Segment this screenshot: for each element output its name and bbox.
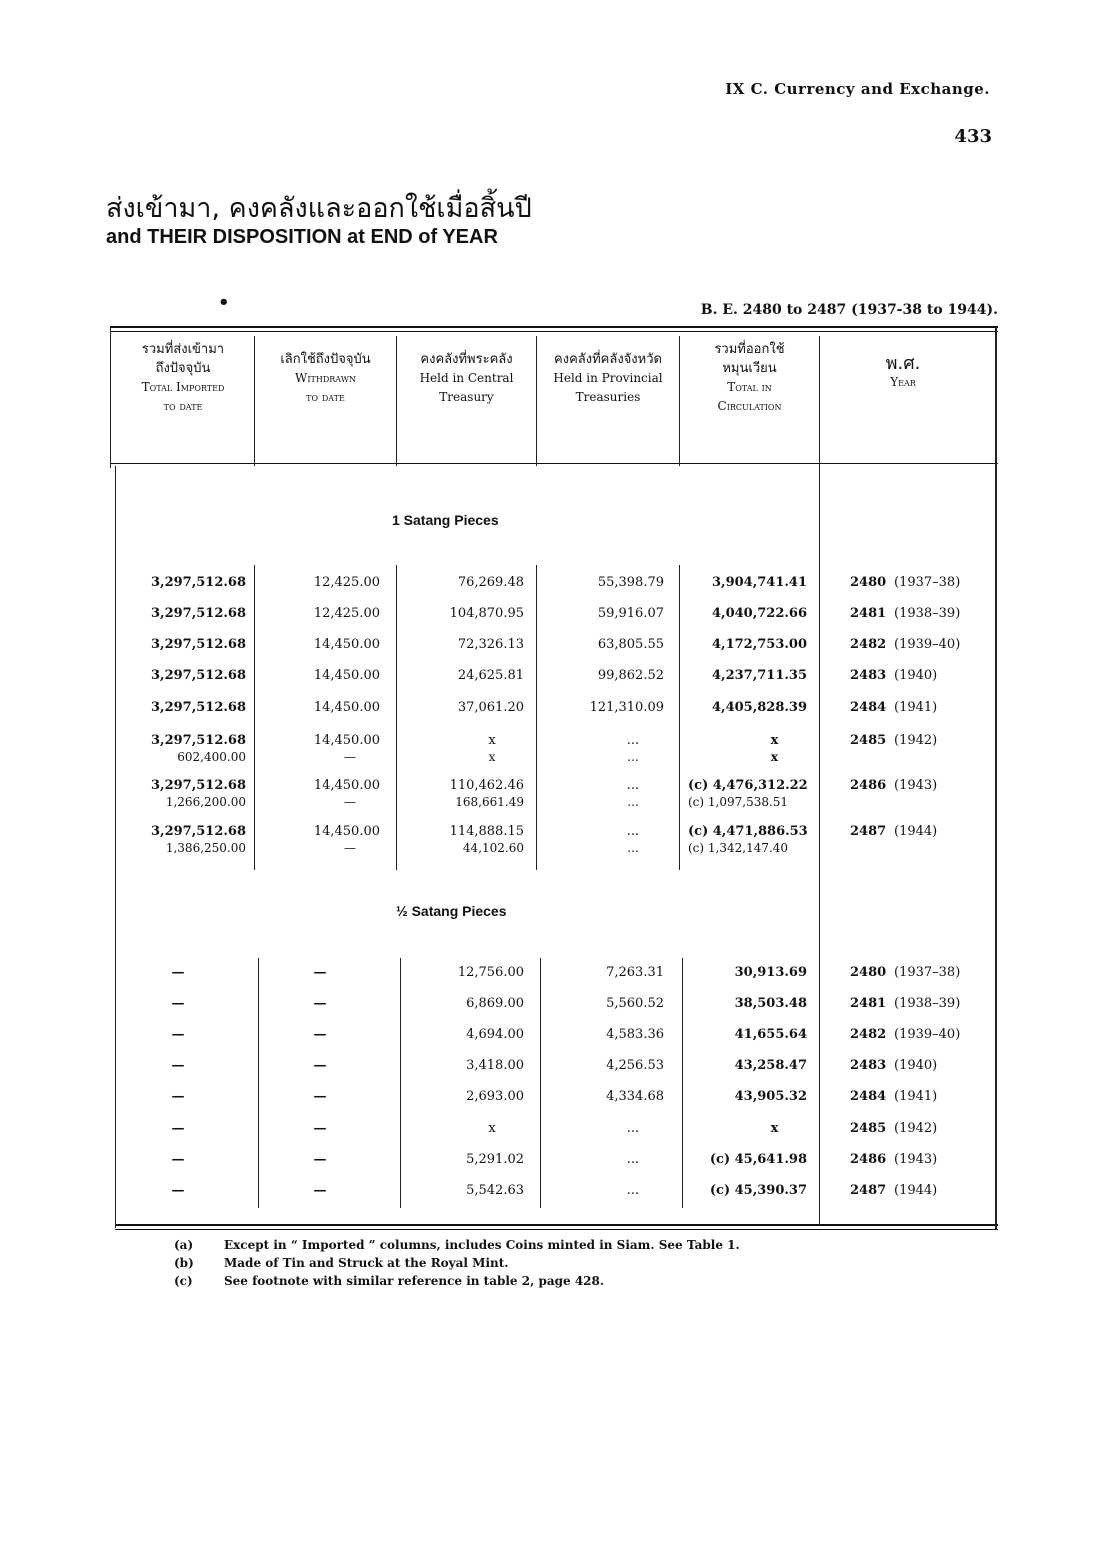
footnote-b: [174, 1256, 740, 1274]
cell-year: [850, 1183, 990, 1199]
cell-central: 3,418.00: [466, 1058, 524, 1073]
cell-central: 6,869.00: [466, 996, 524, 1011]
cell-be: 2482: [850, 1027, 887, 1042]
cell-imported: —: [171, 965, 185, 980]
cell-withdrawn: 14,450.00: [313, 668, 380, 683]
cell-provincial: 7,263.31: [606, 965, 664, 980]
cell-year: [850, 824, 990, 840]
cell-provincial-sub: ...: [627, 750, 639, 764]
header-thai: พ.ศ.: [885, 353, 921, 374]
cell-central: 5,542.63: [466, 1183, 524, 1198]
cell-ce: (1939–40): [894, 637, 961, 652]
cell-provincial-sub: ...: [627, 795, 639, 809]
cell-central: 4,694.00: [466, 1027, 524, 1042]
cell-provincial: ...: [626, 1183, 640, 1198]
table-row: [110, 1152, 998, 1182]
cell-circulation: 4,172,753.00: [712, 637, 807, 652]
cell-year: [850, 606, 990, 622]
header-english-2: Circulation: [717, 399, 782, 413]
col-divider: [110, 328, 111, 468]
table-row: [110, 1089, 998, 1119]
cell-circulation: [682, 733, 807, 765]
cell-central: 76,269.48: [457, 575, 524, 590]
cell-imported: 3,297,512.68: [151, 606, 246, 621]
cell-imported: —: [171, 1089, 185, 1104]
cell-ce: (1937–38): [894, 575, 961, 590]
cell-year: [850, 1027, 990, 1043]
cell-circulation-main: (c) 4,471,886.53: [688, 824, 808, 839]
cell-year: [850, 700, 990, 716]
cell-provincial-main: ...: [626, 733, 640, 748]
table-row: [110, 637, 998, 667]
cell-central: 12,756.00: [457, 965, 524, 980]
cell-year: [850, 1152, 990, 1168]
header-english-2: to date: [163, 399, 203, 413]
header-central: [397, 340, 536, 460]
cell-central-main: 110,462.46: [449, 778, 524, 793]
cell-circulation: (c) 45,390.37: [709, 1183, 807, 1198]
cell-year: [850, 668, 990, 684]
header-thai: คงคลังที่คลังจังหวัด: [554, 352, 662, 367]
table-row: [110, 668, 998, 698]
cell-provincial: 4,583.36: [606, 1027, 664, 1042]
section-title-1-satang: 1 Satang Pieces: [392, 512, 499, 528]
footnote-mark: (c): [174, 1274, 193, 1288]
cell-circulation: x: [770, 1121, 779, 1136]
cell-year: [850, 637, 990, 653]
cell-imported-sub: 1,386,250.00: [165, 841, 246, 855]
cell-year: [850, 733, 990, 749]
period-label: B. E. 2480 to 2487 (1937-38 to 1944).: [700, 302, 998, 318]
dash: —: [344, 841, 356, 855]
table-row: [110, 996, 998, 1026]
section-title-half-satang: ½ Satang Pieces: [396, 903, 507, 919]
footnote-text: See footnote with similar reference in table 2, page 428.: [224, 1274, 605, 1288]
cell-central: 2,693.00: [466, 1089, 524, 1104]
cell-withdrawn: —: [313, 1183, 327, 1198]
cell-ce: (1942): [894, 1121, 938, 1136]
cell-central: 104,870.95: [449, 606, 524, 621]
cell-circulation-main: (c) 4,476,312.22: [688, 778, 808, 793]
cell-imported: [110, 824, 246, 856]
table-row: [110, 1058, 998, 1088]
header-english: Held in Central: [419, 371, 514, 385]
table-row: [110, 575, 998, 605]
table-row: [110, 824, 998, 858]
header-circulation: [680, 340, 819, 460]
header-english-2: to date: [306, 390, 345, 404]
cell-imported: 3,297,512.68: [151, 700, 246, 715]
cell-central: [400, 824, 524, 856]
cell-imported: [110, 733, 246, 765]
footnotes: [174, 1238, 740, 1292]
cell-be: 2483: [850, 1058, 887, 1073]
table-top-rule-inner: [110, 331, 998, 332]
cell-central-sub: x: [488, 750, 496, 764]
cell-imported-sub: 1,266,200.00: [165, 795, 246, 809]
cell-be: 2485: [850, 1121, 887, 1136]
cell-imported: [110, 778, 246, 810]
cell-year: [850, 1058, 990, 1074]
footnote-c: [174, 1274, 740, 1292]
cell-withdrawn: —: [313, 996, 327, 1011]
cell-withdrawn: 12,425.00: [313, 606, 380, 621]
cell-imported-main: 3,297,512.68: [151, 824, 246, 839]
cell-withdrawn: [260, 778, 380, 810]
cell-ce: (1937–38): [894, 965, 961, 980]
cell-be: 2481: [850, 606, 887, 621]
header-thai: รวมที่ส่งเข้ามา: [141, 342, 225, 357]
cell-year: [850, 965, 990, 981]
table-row: [110, 606, 998, 636]
title-english: and THEIR DISPOSITION at END of YEAR: [106, 226, 498, 248]
header-provincial: [537, 340, 679, 460]
cell-ce: (1943): [894, 778, 938, 793]
cell-circulation: [688, 824, 813, 856]
table-row: [110, 733, 998, 767]
header-thai: คงคลังที่พระคลัง: [420, 352, 513, 367]
cell-central: [400, 733, 524, 765]
cell-provincial-main: ...: [626, 824, 640, 839]
cell-ce: (1940): [894, 1058, 938, 1073]
cell-ce: (1939–40): [894, 1027, 961, 1042]
cell-central: x: [488, 1121, 496, 1136]
cell-provincial: 99,862.52: [597, 668, 664, 683]
table-bottom-rule: [115, 1224, 998, 1226]
page-number: 433: [954, 126, 992, 147]
cell-central-main: 114,888.15: [449, 824, 524, 839]
cell-imported-main: 3,297,512.68: [151, 733, 246, 748]
cell-imported: —: [171, 996, 185, 1011]
table-row: [110, 1121, 998, 1151]
header-english-2: Treasuries: [575, 390, 641, 404]
dash: —: [344, 795, 356, 809]
header-english: Year: [890, 375, 916, 389]
cell-ce: (1943): [894, 1152, 938, 1167]
cell-withdrawn: —: [313, 1121, 327, 1136]
header-bottom-rule: [110, 463, 998, 464]
cell-central-main: x: [488, 733, 496, 748]
cell-provincial: 55,398.79: [597, 575, 664, 590]
cell-central-sub: 44,102.60: [462, 841, 524, 855]
cell-ce: (1941): [894, 700, 938, 715]
cell-year: [850, 1089, 990, 1105]
cell-circulation: 43,258.47: [734, 1058, 807, 1073]
cell-provincial: [542, 733, 664, 765]
header-thai-2: หมุนเวียน: [722, 361, 777, 376]
header-thai: รวมที่ออกใช้: [714, 342, 785, 357]
cell-imported: —: [171, 1027, 185, 1042]
cell-circulation: 4,237,711.35: [712, 668, 807, 683]
cell-circulation-main: x: [770, 733, 779, 748]
header-english-2: Treasury: [439, 390, 494, 404]
cell-be: 2487: [850, 824, 887, 839]
table-row: [110, 965, 998, 995]
cell-imported-sub: 602,400.00: [177, 750, 246, 764]
cell-provincial: [542, 778, 664, 810]
cell-year: [850, 996, 990, 1012]
cell-withdrawn: 14,450.00: [313, 637, 380, 652]
cell-be: 2486: [850, 1152, 887, 1167]
cell-ce: (1942): [894, 733, 938, 748]
cell-provincial: 4,334.68: [606, 1089, 664, 1104]
cell-provincial-sub: ...: [627, 841, 639, 855]
cell-provincial: 121,310.09: [589, 700, 664, 715]
table-row: [110, 700, 998, 730]
cell-ce: (1940): [894, 668, 938, 683]
cell-year: [850, 575, 990, 591]
cell-year: [850, 778, 990, 794]
cell-circulation: 3,904,741.41: [712, 575, 807, 590]
cell-withdrawn: —: [313, 1152, 327, 1167]
header-thai-2: ถึงปัจจุบัน: [155, 361, 211, 376]
cell-withdrawn: —: [313, 1058, 327, 1073]
cell-provincial: [542, 824, 664, 856]
cell-central: [400, 778, 524, 810]
cell-circulation: 30,913.69: [734, 965, 807, 980]
stray-mark: •: [218, 292, 230, 313]
cell-provincial: 5,560.52: [606, 996, 664, 1011]
cell-imported: —: [171, 1152, 185, 1167]
cell-circulation: [688, 778, 813, 810]
header-total-imported: [112, 340, 254, 460]
cell-circulation: 38,503.48: [734, 996, 807, 1011]
header-english: Withdrawn: [295, 371, 356, 385]
footnote-text: Made of Tin and Struck at the Royal Mint.: [224, 1256, 509, 1270]
cell-be: 2480: [850, 965, 887, 980]
header-year: [820, 340, 986, 460]
cell-withdrawn-main: 14,450.00: [313, 824, 380, 839]
cell-imported: —: [171, 1121, 185, 1136]
cell-withdrawn: [260, 824, 380, 856]
cell-circulation: 43,905.32: [734, 1089, 807, 1104]
cell-imported: —: [171, 1058, 185, 1073]
cell-be: 2484: [850, 700, 887, 715]
title-thai: ส่งเข้ามา, คงคลังและออกใช้เมื่อสิ้นปี: [106, 193, 532, 224]
cell-central: 5,291.02: [466, 1152, 524, 1167]
cell-circulation: 41,655.64: [734, 1027, 807, 1042]
cell-imported: 3,297,512.68: [151, 637, 246, 652]
cell-be: 2483: [850, 668, 887, 683]
cell-provincial: ...: [626, 1121, 640, 1136]
cell-ce: (1941): [894, 1089, 938, 1104]
header-english: Total in: [727, 380, 772, 394]
cell-central: 37,061.20: [457, 700, 524, 715]
cell-central-sub: 168,661.49: [455, 795, 524, 809]
cell-withdrawn: —: [313, 1027, 327, 1042]
cell-be: 2486: [850, 778, 887, 793]
cell-central: 72,326.13: [457, 637, 524, 652]
cell-provincial: 59,916.07: [597, 606, 664, 621]
cell-imported: 3,297,512.68: [151, 575, 246, 590]
header-english: Held in Provincial: [553, 371, 663, 385]
cell-be: 2484: [850, 1089, 887, 1104]
cell-ce: (1944): [894, 1183, 938, 1198]
cell-provincial: 63,805.55: [597, 637, 664, 652]
cell-withdrawn-main: 14,450.00: [313, 778, 380, 793]
cell-central: 24,625.81: [457, 668, 524, 683]
cell-circulation: 4,040,722.66: [712, 606, 807, 621]
cell-withdrawn: —: [313, 1089, 327, 1104]
header-thai: เลิกใช้ถึงปัจจุบัน: [280, 352, 371, 367]
cell-be: 2487: [850, 1183, 887, 1198]
cell-withdrawn: 12,425.00: [313, 575, 380, 590]
cell-be: 2485: [850, 733, 887, 748]
footnote-mark: (a): [174, 1238, 194, 1252]
cell-withdrawn: —: [313, 965, 327, 980]
footnote-a: [174, 1238, 740, 1256]
cell-year: [850, 1121, 990, 1137]
cell-provincial-main: ...: [626, 778, 640, 793]
cell-circulation: (c) 45,641.98: [709, 1152, 807, 1167]
table-row: [110, 1183, 998, 1213]
cell-ce: (1938–39): [894, 996, 961, 1011]
cell-withdrawn: [260, 733, 380, 765]
cell-circulation: 4,405,828.39: [712, 700, 807, 715]
cell-imported: 3,297,512.68: [151, 668, 246, 683]
cell-circulation-sub: x: [770, 750, 779, 764]
cell-imported-main: 3,297,512.68: [151, 778, 246, 793]
header-withdrawn: [255, 340, 396, 460]
table-top-rule: [110, 326, 998, 328]
running-head: IX C. Currency and Exchange.: [725, 80, 990, 98]
cell-be: 2480: [850, 575, 887, 590]
footnote-mark: (b): [174, 1256, 194, 1270]
cell-withdrawn: 14,450.00: [313, 700, 380, 715]
cell-circulation-sub: (c) 1,342,147.40: [688, 841, 789, 855]
cell-provincial: ...: [626, 1152, 640, 1167]
cell-be: 2481: [850, 996, 887, 1011]
table-row: [110, 778, 998, 812]
dash: —: [344, 750, 356, 764]
table-row: [110, 1027, 998, 1057]
cell-withdrawn-main: 14,450.00: [313, 733, 380, 748]
cell-be: 2482: [850, 637, 887, 652]
cell-circulation-sub: (c) 1,097,538.51: [688, 795, 789, 809]
cell-imported: —: [171, 1183, 185, 1198]
header-english: Total Imported: [141, 380, 225, 394]
cell-ce: (1938–39): [894, 606, 961, 621]
cell-ce: (1944): [894, 824, 938, 839]
footnote-text: Except in “ Imported ” columns, includes Coins minted in Siam. See Table 1.: [224, 1238, 740, 1252]
cell-provincial: 4,256.53: [606, 1058, 664, 1073]
table-bottom-rule-inner: [115, 1229, 998, 1230]
